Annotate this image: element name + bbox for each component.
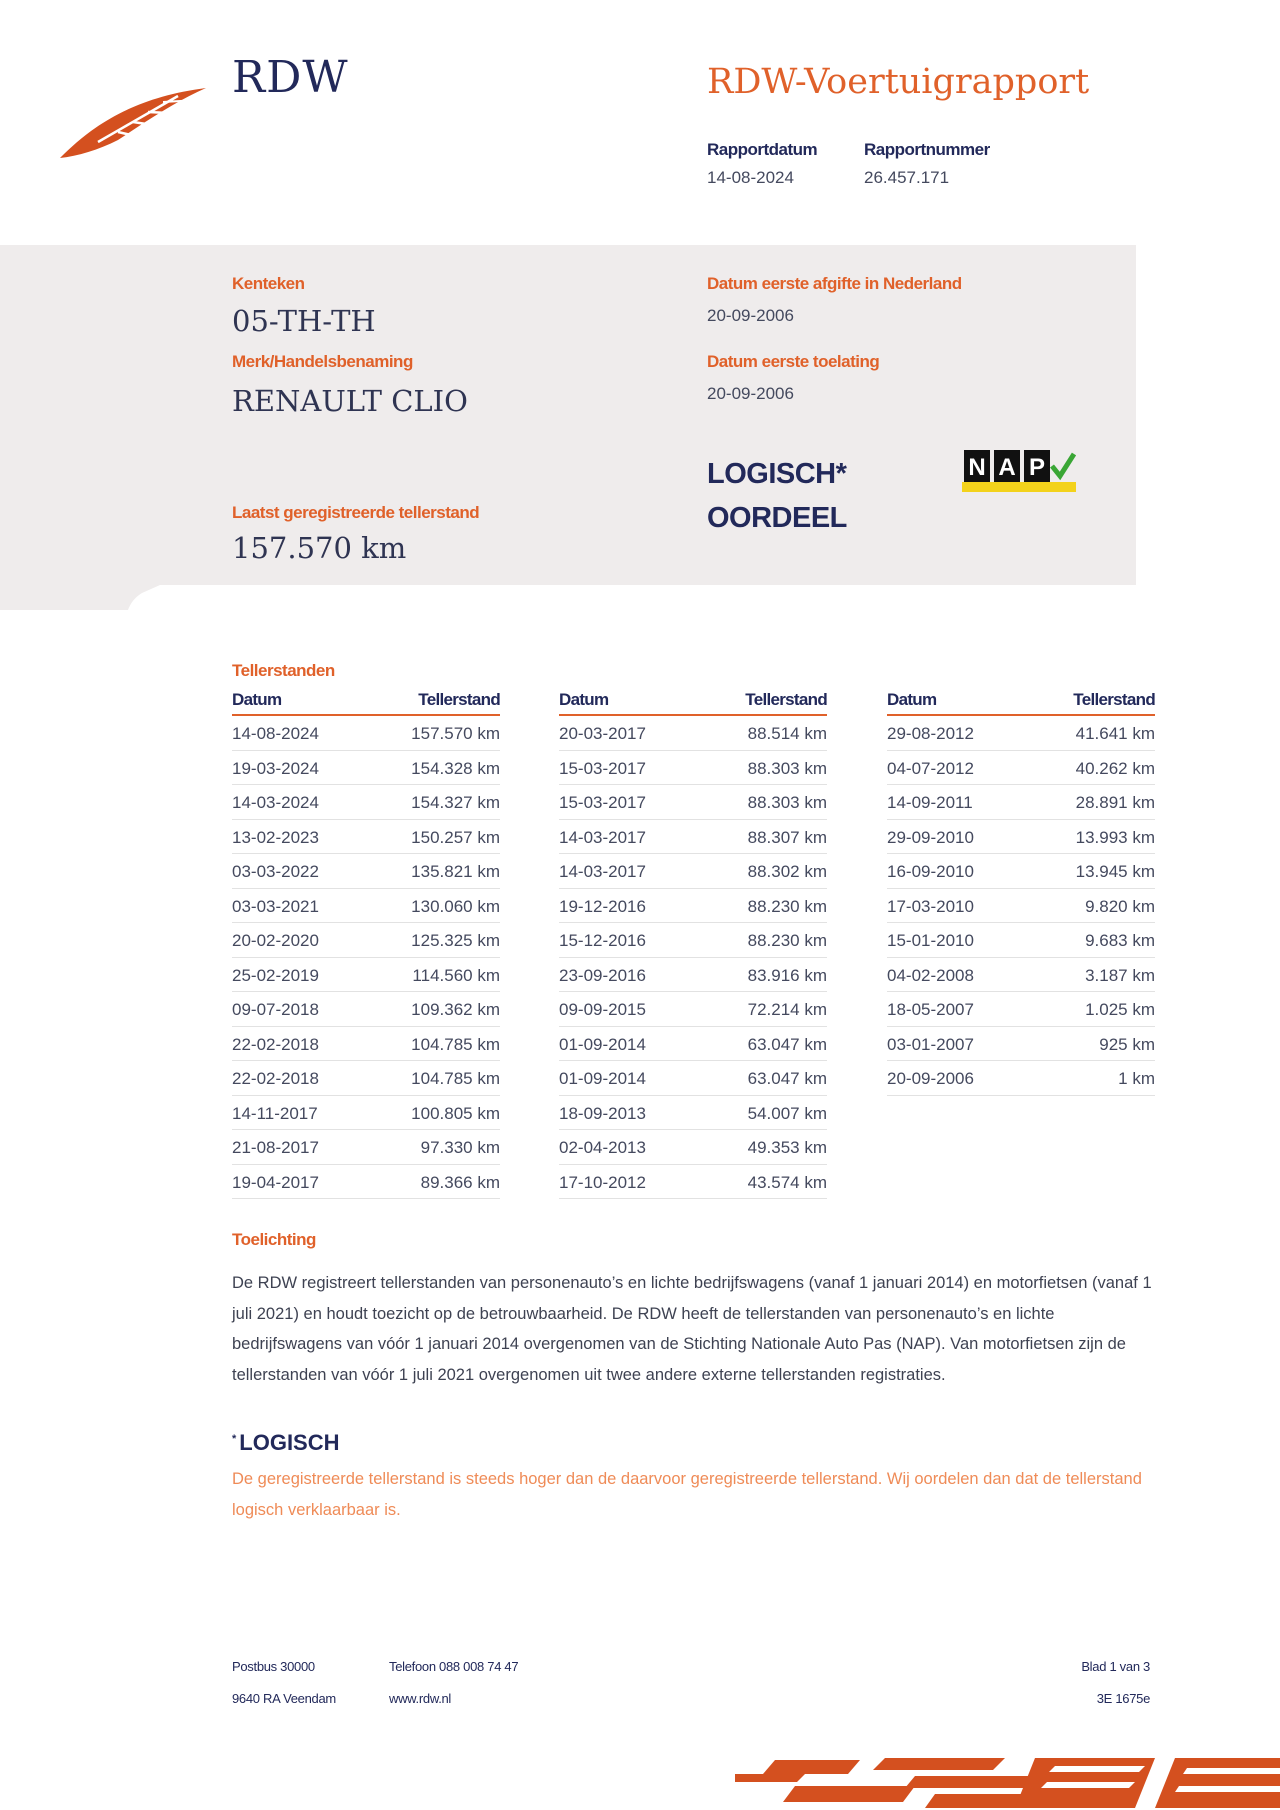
odometer-date: 14-11-2017 [232,1103,318,1123]
odometer-date: 17-03-2010 [887,896,974,916]
first-issue-nl-value: 20-09-2006 [707,306,794,325]
table-row [232,992,500,1027]
verdict [707,452,847,540]
table-row [887,1061,1155,1096]
table-row [887,785,1155,820]
table-row [559,854,827,889]
table-row [559,1130,827,1165]
odometer-reading: 9.683 km [1085,931,1155,950]
odometer-reading: 54.007 km [747,1103,827,1123]
odometer-date: 13-02-2023 [232,827,319,847]
vehicle-summary-panel [0,245,1136,585]
odometer-reading: 157.570 km [411,724,500,743]
col-reading-header: Tellerstand [745,690,827,709]
odometer-reading: 100.805 km [411,1103,500,1123]
odometer-reading: 88.303 km [747,758,827,778]
odometer-reading: 13.993 km [1075,827,1155,847]
footer-phone: Telefoon 088 008 74 47 [389,1659,519,1674]
nap-letter-n: N [968,454,986,481]
odometer-reading: 97.330 km [420,1138,500,1157]
footnote-marker: * [232,1433,237,1445]
table-row [559,1061,827,1096]
footer-website[interactable]: www.rdw.nl [389,1691,452,1706]
panel-notch-decoration [0,585,160,610]
table-row [559,889,827,924]
odometer-reading: 63.047 km [747,1069,827,1088]
odometer-reading: 88.230 km [747,931,827,950]
first-admission-label: Datum eerste toelating [707,352,880,371]
odometer-date: 19-12-2016 [559,896,646,916]
brand-name: RDW [232,52,349,103]
odometer-table-col-1 [232,690,500,1199]
table-row [232,716,500,751]
table-row [559,958,827,993]
odometer-date: 01-09-2014 [559,1069,646,1088]
odometer-date: 15-03-2017 [559,793,646,812]
table-row [232,1027,500,1062]
odometer-reading: 88.514 km [747,724,827,743]
table-row [559,1027,827,1062]
report-date-value: 14-08-2024 [707,168,794,187]
make-value: RENAULT CLIO [232,384,468,418]
odometer-reading: 13.945 km [1075,862,1155,881]
odometer-reading: 89.366 km [420,1172,500,1192]
odometer-reading: 63.047 km [747,1034,827,1054]
table-row [232,889,500,924]
odometer-date: 01-09-2014 [559,1034,646,1054]
odometer-date: 23-09-2016 [559,965,646,985]
odometer-reading: 43.574 km [747,1172,827,1192]
col-reading-header: Tellerstand [1073,690,1155,709]
odometer-date: 04-02-2008 [887,965,974,985]
odometer-reading: 9.820 km [1085,896,1155,916]
odometer-reading: 49.353 km [747,1138,827,1157]
footer-address: 9640 RA Veendam [232,1691,336,1706]
odometer-reading: 28.891 km [1075,793,1155,812]
plate-value: 05-TH-TH [232,304,376,338]
odometer-table-header [559,690,827,716]
odometer-reading: 40.262 km [1075,758,1155,778]
odometer-reading: 88.230 km [747,896,827,916]
table-row [559,785,827,820]
col-reading-header: Tellerstand [418,690,500,709]
table-row [232,820,500,855]
odometer-reading: 3.187 km [1085,965,1155,985]
col-date-header: Datum [559,690,609,709]
footer-code: 3E 1675e [1096,1691,1150,1706]
verdict-line1: LOGISCH* [707,458,847,490]
odometer-date: 19-04-2017 [232,1172,319,1192]
table-row [232,1096,500,1131]
table-row [887,854,1155,889]
odometer-date: 29-09-2010 [887,827,974,847]
odometer-date: 04-07-2012 [887,758,974,778]
odometer-reading: 104.785 km [411,1069,500,1088]
odometer-date: 15-12-2016 [559,931,646,950]
odometer-table-col-3 [887,690,1155,1096]
nap-logo-icon [962,448,1076,492]
report-number-value: 26.457.171 [864,168,950,187]
odometer-date: 14-09-2011 [887,793,973,812]
odometer-date: 09-07-2018 [232,1000,319,1019]
table-row [559,820,827,855]
odometer-date: 20-09-2006 [887,1069,974,1088]
odometer-date: 15-03-2017 [559,758,646,778]
odometer-reading: 130.060 km [411,896,500,916]
odometer-reading: 88.303 km [747,793,827,812]
rdw-logo-icon [58,80,208,160]
logisch-note-heading: LOGISCH [239,1430,340,1455]
footer-stripes-decoration [735,1752,1280,1810]
table-row [232,958,500,993]
odometer-date: 18-05-2007 [887,1000,974,1019]
odometer-date: 03-03-2021 [232,896,319,916]
footer-page-number: Blad 1 van 3 [1081,1659,1150,1674]
table-row [559,923,827,958]
verdict-line2: OORDEEL [707,502,847,534]
explanation-text: De RDW registreert tellerstanden van personenauto’s en lichte bedrijfswagens (vanaf 1 januari 2014) en motorfietsen (vanaf 1 juli 2021) en houdt toezicht op de betrouwbaarheid. De RDW heeft de tellerstanden van personenauto’s en lichte bedrijfswagens van vóór 1 januari 2014 overgenomen van de Stichting Nationale Auto Pas (NAP). Van motorfietsen zijn de tellerstanden van vóór 1 juli 2021 overgenomen uit twee andere externe tellerstanden registraties. [232,1274,1152,1384]
table-row [559,1165,827,1200]
table-row [887,889,1155,924]
odometer-date: 20-03-2017 [559,724,646,743]
nap-letter-p: P [1028,454,1046,481]
odometer-date: 15-01-2010 [887,931,974,950]
table-row [232,1130,500,1165]
odometer-reading: 88.302 km [747,862,827,881]
first-admission-value: 20-09-2006 [707,384,794,403]
make-label: Merk/Handelsbenaming [232,352,413,371]
odometer-date: 03-03-2022 [232,862,319,881]
odometer-section-title: Tellerstanden [232,661,335,680]
odometer-date: 02-04-2013 [559,1138,646,1157]
odometer-date: 14-03-2017 [559,827,646,847]
odometer-reading: 114.560 km [412,965,500,985]
odometer-reading: 83.916 km [747,965,827,985]
report-title: RDW-Voertuigrapport [707,62,1090,102]
table-row [887,820,1155,855]
report-date-label: Rapportdatum [707,140,818,159]
odometer-date: 18-09-2013 [559,1103,646,1123]
odometer-reading: 41.641 km [1075,724,1155,743]
odometer-date: 09-09-2015 [559,1000,646,1019]
odometer-table-header [232,690,500,716]
table-row [232,785,500,820]
footer-postbus: Postbus 30000 [232,1659,315,1674]
odometer-reading: 1 km [1118,1069,1155,1088]
odometer-reading: 154.327 km [411,793,500,812]
plate-label: Kenteken [232,274,305,293]
col-date-header: Datum [887,690,937,709]
odometer-reading: 1.025 km [1085,1000,1155,1019]
odometer-last-value: 157.570 km [232,531,407,565]
odometer-reading: 88.307 km [747,827,827,847]
odometer-reading: 135.821 km [411,862,500,881]
odometer-date: 14-03-2017 [559,862,646,881]
odometer-date: 29-08-2012 [887,724,974,743]
table-row [232,854,500,889]
table-row [887,716,1155,751]
odometer-date: 25-02-2019 [232,965,319,985]
table-row [232,751,500,786]
table-row [232,1061,500,1096]
odometer-reading: 125.325 km [411,931,500,950]
report-number-label: Rapportnummer [864,140,990,159]
table-row [559,716,827,751]
nap-letter-a: A [998,454,1016,481]
odometer-date: 16-09-2010 [887,862,974,881]
table-row [232,923,500,958]
odometer-reading: 925 km [1099,1034,1155,1054]
odometer-table-header [887,690,1155,716]
odometer-date: 19-03-2024 [232,758,319,778]
odometer-reading: 104.785 km [411,1034,500,1054]
odometer-table-col-2 [559,690,827,1199]
odometer-date: 14-03-2024 [232,793,319,812]
table-row [559,1096,827,1131]
odometer-date: 14-08-2024 [232,724,319,743]
table-row [559,751,827,786]
odometer-reading: 109.362 km [411,1000,500,1019]
odometer-date: 22-02-2018 [232,1069,319,1088]
first-issue-nl-label: Datum eerste afgifte in Nederland [707,274,962,293]
table-row [232,1165,500,1200]
table-row [887,992,1155,1027]
table-row [887,958,1155,993]
odometer-last-label: Laatst geregistreerde tellerstand [232,503,480,522]
odometer-date: 17-10-2012 [559,1172,646,1192]
odometer-date: 03-01-2007 [887,1034,974,1054]
odometer-date: 21-08-2017 [232,1138,319,1157]
odometer-date: 20-02-2020 [232,931,319,950]
logisch-note-title [232,1430,340,1456]
explanation-title: Toelichting [232,1230,316,1249]
table-row [887,1027,1155,1062]
logisch-note-text: De geregistreerde tellerstand is steeds hoger dan de daarvoor geregistreerde tellerstand. Wij oordelen dan dat de tellerstand logisch verklaarbaar is. [232,1470,1142,1519]
odometer-reading: 72.214 km [747,1000,827,1019]
table-row [559,992,827,1027]
odometer-date: 22-02-2018 [232,1034,319,1054]
table-row [887,751,1155,786]
odometer-reading: 150.257 km [411,827,500,847]
col-date-header: Datum [232,690,282,709]
table-row [887,923,1155,958]
odometer-reading: 154.328 km [411,758,500,778]
